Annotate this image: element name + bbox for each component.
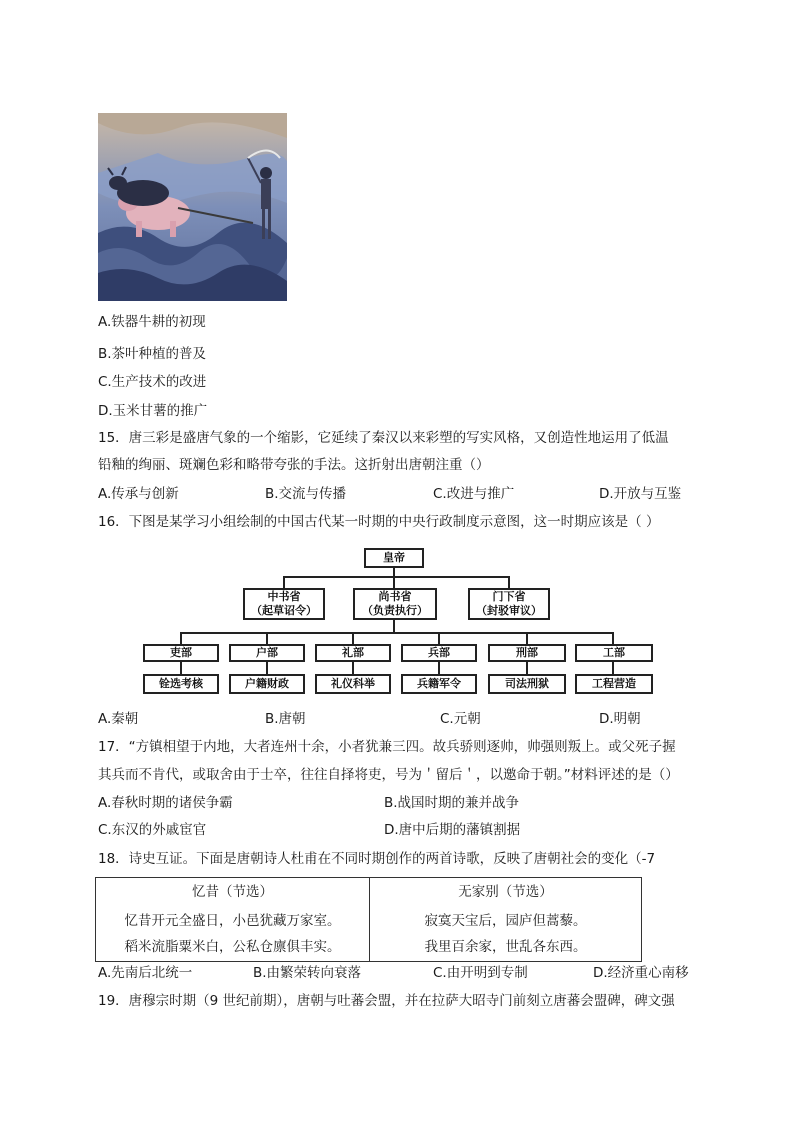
- q16-option-d: D.明朝: [599, 711, 641, 727]
- department-shangshu: [353, 588, 437, 620]
- duty-justice: 司法刑狱: [488, 674, 566, 694]
- q18-option-d: D.经济重心南移: [593, 965, 689, 981]
- q17-option-c: C.东汉的外戚宦官: [98, 822, 207, 838]
- department-shangshu-name: 尚书省: [378, 590, 412, 603]
- duty-revenue: 户籍财政: [229, 674, 305, 694]
- q18-stem: 18．诗史互证。下面是唐朝诗人杜甫在不同时期创作的两首诗歌，反映了唐朝社会的变化（-7: [98, 851, 656, 867]
- ministry-li-personnel: 吏部: [143, 644, 219, 662]
- department-zhongshu: [243, 588, 325, 620]
- department-menxia-duty: （封驳审议）: [476, 604, 542, 617]
- q14-option-c: C.生产技术的改进: [98, 374, 207, 390]
- poem-wujiabie-line2: 我里百余家，世乱各东西。: [424, 939, 587, 955]
- q19-stem-line1: 19．唐穆宗时期（9 世纪前期），唐朝与吐蕃会盟，并在拉萨大昭寺门前刻立唐蕃会盟碑，碑文强: [98, 993, 675, 1009]
- poem-yixi-title: 忆昔（节选）: [192, 884, 273, 900]
- q17-option-b: B.战国时期的兼并战争: [384, 795, 520, 811]
- q18-option-a: A.先南后北统一: [98, 965, 193, 981]
- emperor-box: 皇帝: [364, 548, 424, 568]
- department-zhongshu-duty: （起草诏令）: [251, 604, 317, 617]
- duty-military: 兵籍军令: [401, 674, 477, 694]
- q15-stem-line1: 15．唐三彩是盛唐气象的一个缩影，它延续了秦汉以来彩塑的写实风格，又创造性地运用了低温: [98, 430, 669, 446]
- poem-yixi-line1: 忆昔开元全盛日，小邑犹藏万家室。: [124, 913, 341, 929]
- q17-option-d: D.唐中后期的藩镇割据: [384, 822, 521, 838]
- q18-option-c: C.由开明到专制: [433, 965, 528, 981]
- q18-option-b: B.由繁荣转向衰落: [253, 965, 362, 981]
- q16-stem: 16．下图是某学习小组绘制的中国古代某一时期的中央行政制度示意图，这一时期应该是（ ）: [98, 514, 660, 530]
- department-zhongshu-name: 中书省: [267, 590, 301, 603]
- department-menxia-name: 门下省: [492, 590, 526, 603]
- q14-option-a: A.铁器牛耕的初现: [98, 314, 206, 330]
- ministry-xing: 刑部: [488, 644, 566, 662]
- duty-works: 工程营造: [575, 674, 653, 694]
- q16-option-c: C.元朝: [440, 711, 481, 727]
- q15-option-c: C.改进与推广: [433, 486, 515, 502]
- ministry-li-rites: 礼部: [315, 644, 391, 662]
- ministry-gong: 工部: [575, 644, 653, 662]
- q16-option-a: A.秦朝: [98, 711, 139, 727]
- department-menxia: [468, 588, 550, 620]
- q17-option-a: A.春秋时期的诸侯争霸: [98, 795, 233, 811]
- department-shangshu-duty: （负责执行）: [362, 604, 428, 617]
- duty-rites: 礼仪科举: [315, 674, 391, 694]
- q15-stem-line2: 铅釉的绚丽、斑斓色彩和略带夸张的手法。这折射出唐朝注重（）: [98, 457, 490, 473]
- q15-option-b: B.交流与传播: [265, 486, 347, 502]
- q15-option-a: A.传承与创新: [98, 486, 179, 502]
- q16-option-b: B.唐朝: [265, 711, 306, 727]
- poem-yixi: [96, 878, 369, 961]
- ministry-bing: 兵部: [401, 644, 477, 662]
- poem-wujiabie-line1: 寂寞天宝后，园庐但蒿藜。: [424, 913, 587, 929]
- poem-comparison-table: [95, 877, 642, 962]
- poem-yixi-line2: 稻米流脂粟米白，公私仓廪俱丰实。: [124, 939, 341, 955]
- ox-plowing-mural-image: [98, 113, 287, 301]
- duty-personnel: 铨选考核: [143, 674, 219, 694]
- poem-wujiabie-title: 无家别（节选）: [458, 884, 553, 900]
- q14-option-b: B.茶叶种植的普及: [98, 346, 207, 362]
- ministry-hu: 户部: [229, 644, 305, 662]
- q15-option-d: D.开放与互鉴: [599, 486, 682, 502]
- mural-illustration: [98, 113, 287, 301]
- q17-stem-line1: 17．“方镇相望于内地，大者连州十余，小者犹兼三四。故兵骄则逐帅，帅强则叛上。或父死子握: [98, 739, 676, 755]
- q14-option-d: D.玉米甘薯的推广: [98, 403, 208, 419]
- poem-wujiabie: [370, 878, 641, 961]
- q17-stem-line2: 其兵而不肯代，或取舍由于士卒，往往自择将吏，号为＇留后＇，以邀命于朝。”材料评述的是（）: [98, 767, 679, 783]
